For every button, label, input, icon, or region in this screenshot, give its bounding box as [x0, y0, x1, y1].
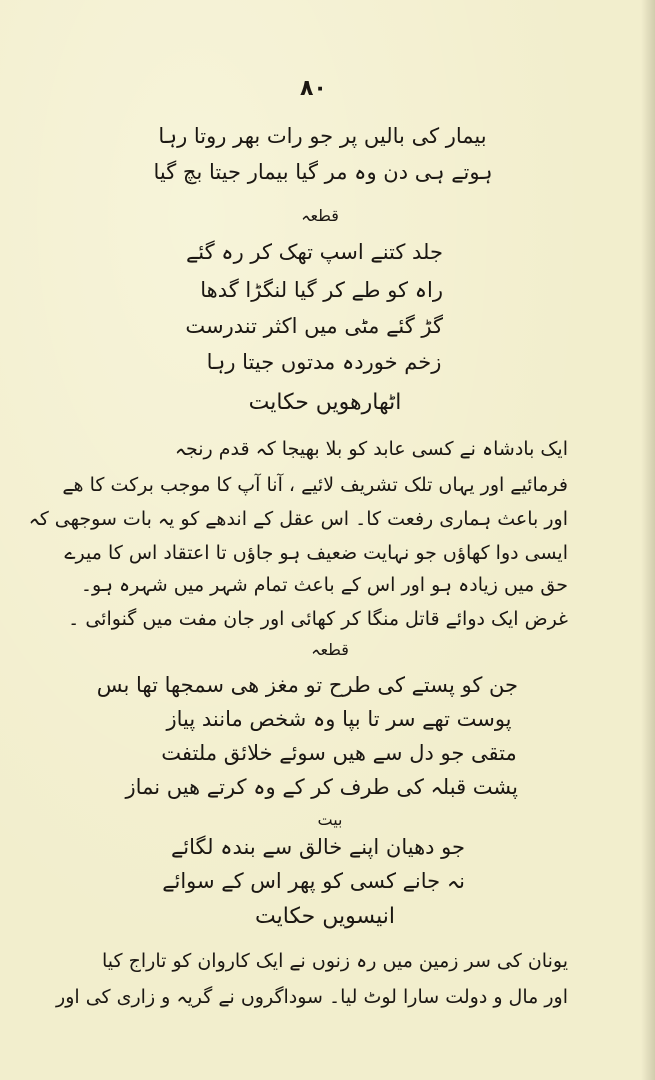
prose-line: غرض ایک دوائے قاتل منگا کر کھائی اور جان مفت میں گنوائی ۔: [68, 608, 568, 630]
section-label-qita: قطعہ: [311, 640, 349, 659]
verse-line: گڑ گئے مٹی میں اکثر تندرست: [185, 314, 443, 338]
prose-line: فرمائیے اور یہاں تلک تشریف لائیے ، آنا آپ کا موجب برکت کا ھے: [62, 474, 568, 496]
verse-line: زخم خوردہ مدتوں جیتا رہا: [206, 350, 442, 374]
prose-line: ایک بادشاہ نے کسی عابد کو بلا بھیجا کہ قدم رنجہ: [174, 438, 568, 460]
section-label-qita: قطعہ: [301, 206, 339, 225]
verse-line: جو دھیان اپنے خالق سے بندہ لگائے: [170, 835, 465, 859]
section-label-bait: بیت: [317, 810, 343, 829]
story-heading: اٹھارھویں حکایت: [248, 390, 402, 415]
verse-line: جن کو پستے کی طرح تو مغز ھی سمجھا تھا بس: [96, 673, 518, 697]
prose-line: حق میں زیادہ ہو اور اس کے باعث تمام شہر میں شہرہ ہو۔: [80, 574, 568, 596]
verse-line: نہ جانے کسی کو پھر اس کے سوائے: [162, 869, 465, 893]
verse-line: پوست تھے سر تا بپا وہ شخص مانند پیاز: [166, 707, 512, 731]
page-number: ۸۰: [300, 76, 327, 101]
verse-line: متقی جو دل سے ھیں سوئے خلائق ملتفت: [161, 741, 517, 765]
verse-line: ہوتے ہی دن وہ مر گیا بیمار جیتا بچ گیا: [153, 160, 493, 184]
prose-line: یونان کی سر زمین میں رہ زنوں نے ایک کاروان کو تاراج کیا: [102, 950, 568, 972]
prose-line: اور باعث ہماری رفعت کا۔ اس عقل کے اندھے کو یہ بات سوجھی کہ: [28, 508, 568, 530]
verse-line: پشت قبلہ کی طرف کر کے وہ کرتے ھیں نماز: [125, 775, 518, 799]
verse-line: جلد کتنے اسپ تھک کر رہ گئے: [185, 240, 443, 264]
prose-line: اور مال و دولت سارا لوٹ لیا۔ سوداگروں نے گریہ و زاری کی اور: [56, 986, 568, 1008]
prose-line: ایسی دوا کھاؤں جو نہایت ضعیف ہو جاؤں تا اعتقاد اس کا میرے: [64, 542, 568, 564]
verse-line: بیمار کی بالیں پر جو رات بھر روتا رہا: [158, 124, 487, 148]
verse-line: راہ کو طے کر گیا لنگڑا گدھا: [200, 278, 443, 302]
story-heading: انیسویں حکایت: [255, 904, 395, 929]
page-edge-shadow: [641, 0, 655, 1080]
